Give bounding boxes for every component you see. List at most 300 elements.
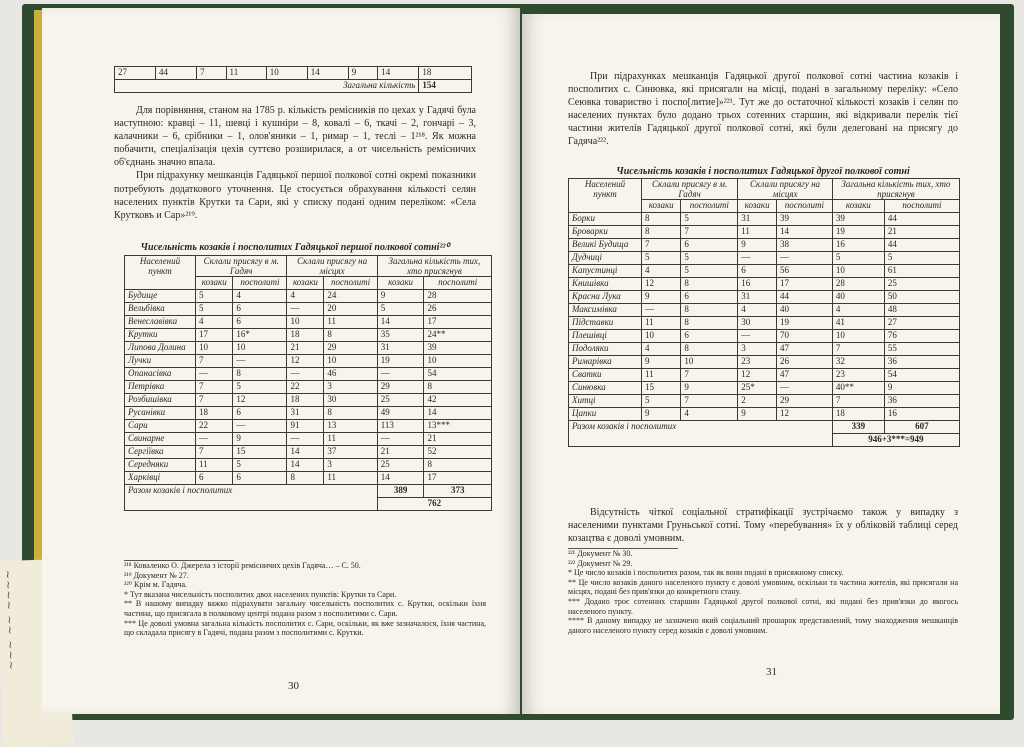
top-table xyxy=(114,66,472,93)
number-cell: 7 xyxy=(196,394,233,407)
number-cell: 26 xyxy=(776,356,832,369)
number-cell: 49 xyxy=(377,407,424,420)
number-cell: 8 xyxy=(681,317,738,330)
number-cell: 8 xyxy=(287,472,324,485)
number-cell: 25* xyxy=(738,382,777,395)
number-cell: 5 xyxy=(884,252,959,265)
table-row xyxy=(125,433,492,446)
table-row xyxy=(569,278,960,291)
table-title: Чисельність козаків і посполитих Гадяцької другої полкової сотні xyxy=(616,166,910,177)
number-cell: 23 xyxy=(832,369,884,382)
number-cell: 10 xyxy=(324,355,377,368)
table-row xyxy=(569,317,960,330)
subheader-cell: посполиті xyxy=(233,277,287,290)
number-cell: 16 xyxy=(884,408,959,421)
number-cell: 28 xyxy=(832,278,884,291)
number-cell: 4 xyxy=(642,265,681,278)
number-cell: 44 xyxy=(884,239,959,252)
footnote: ** Це число козаків даного населеного пункту є доволі умовним, оскільки та частина жителів, які присягали на місцях, подані без прив'язки до конкретного стану. xyxy=(568,577,958,597)
header-cell: Склали присягу в м. Гадяч xyxy=(642,179,738,200)
number-cell: — xyxy=(776,382,832,395)
subheader-cell: козаки xyxy=(377,277,424,290)
right-page xyxy=(522,14,1000,714)
number-cell: 11 xyxy=(324,316,377,329)
footnote: ** В нашому випадку важко підрахувати загальну чисельність посполитих с. Крутки, оскільки їхня частина, що присягала в полковому центрі подана разом з посполитими с. Сари. xyxy=(124,599,486,618)
left-text-block xyxy=(114,104,476,222)
cell: 11 xyxy=(226,67,266,80)
subheader-cell: посполиті xyxy=(884,200,959,213)
number-cell: — xyxy=(377,368,424,381)
number-cell: 12 xyxy=(776,408,832,421)
table-row xyxy=(125,394,492,407)
subheader-cell: козаки xyxy=(196,277,233,290)
number-cell: 30 xyxy=(324,394,377,407)
settlement-name: Венеславівка xyxy=(125,316,196,329)
number-cell: 31 xyxy=(377,342,424,355)
number-cell: 9 xyxy=(377,290,424,303)
number-cell: 8 xyxy=(324,329,377,342)
top-table-row xyxy=(115,67,472,80)
settlement-name: Красна Лука xyxy=(569,291,642,304)
settlement-name: Цапки xyxy=(569,408,642,421)
footnote: * Це число козаків і посполитих разом, так як вони подані в присяжному списку. xyxy=(568,568,844,578)
number-cell: 7 xyxy=(196,355,233,368)
number-cell: 17 xyxy=(424,316,492,329)
right-footnotes xyxy=(568,548,958,635)
number-cell: 14 xyxy=(424,407,492,420)
number-cell: 10 xyxy=(642,330,681,343)
number-cell: 37 xyxy=(324,446,377,459)
number-cell: 3 xyxy=(324,381,377,394)
cell: 14 xyxy=(378,67,419,80)
number-cell: 12 xyxy=(642,278,681,291)
settlement-name: Свинарне xyxy=(125,433,196,446)
table-row xyxy=(125,342,492,355)
total-value: 339 xyxy=(832,421,884,434)
number-cell: — xyxy=(738,330,777,343)
settlement-name: Розбишівка xyxy=(125,394,196,407)
settlement-name: Липова Долина xyxy=(125,342,196,355)
table-row xyxy=(569,395,960,408)
number-cell: 4 xyxy=(738,304,777,317)
table-row xyxy=(569,291,960,304)
header-row xyxy=(125,256,492,277)
settlement-name: Великі Будища xyxy=(569,239,642,252)
number-cell: 29 xyxy=(324,342,377,355)
number-cell: 5 xyxy=(642,252,681,265)
number-cell: 6 xyxy=(681,239,738,252)
settlement-name: Плешівці xyxy=(569,330,642,343)
number-cell: 18 xyxy=(832,408,884,421)
number-cell: 8 xyxy=(424,381,492,394)
footnote: ²¹⁸ Коваленко О. Джерела з історії ремісничих цехів Гадяча… – С. 50. xyxy=(124,561,361,570)
number-cell: 6 xyxy=(196,472,233,485)
left-footnotes xyxy=(124,560,486,638)
number-cell: 31 xyxy=(738,291,777,304)
number-cell: 12 xyxy=(738,369,777,382)
number-cell: 5 xyxy=(832,252,884,265)
footnote: * Тут вказана чисельність посполитих двох населених пунктів: Крутки та Сари. xyxy=(124,589,397,599)
number-cell: 6 xyxy=(233,472,287,485)
number-cell: 8 xyxy=(642,226,681,239)
number-cell: 8 xyxy=(424,459,492,472)
number-cell: 36 xyxy=(884,356,959,369)
number-cell: 5 xyxy=(196,290,233,303)
settlement-name: Книшівка xyxy=(569,278,642,291)
right-text-block xyxy=(568,70,958,149)
grand-total: 946+3***=949 xyxy=(832,434,959,447)
subheader-cell: посполиті xyxy=(681,200,738,213)
number-cell: 47 xyxy=(776,369,832,382)
number-cell: 29 xyxy=(377,381,424,394)
number-cell: 10 xyxy=(832,265,884,278)
settlement-name: Хитці xyxy=(569,395,642,408)
number-cell: 17 xyxy=(776,278,832,291)
footnote: ²²² Документ № 29. xyxy=(568,558,633,568)
number-cell: 16 xyxy=(832,239,884,252)
number-cell: 11 xyxy=(324,472,377,485)
number-cell: 6 xyxy=(233,407,287,420)
settlement-name: Борки xyxy=(569,213,642,226)
number-cell: 4 xyxy=(681,408,738,421)
table-row xyxy=(125,290,492,303)
subheader-cell: козаки xyxy=(642,200,681,213)
table-row xyxy=(569,213,960,226)
number-cell: 25 xyxy=(377,394,424,407)
table-row xyxy=(569,330,960,343)
settlement-name: Римарівка xyxy=(569,356,642,369)
settlement-name: Подоляки xyxy=(569,343,642,356)
number-cell: 18 xyxy=(287,329,324,342)
number-cell: 24** xyxy=(424,329,492,342)
number-cell: 9 xyxy=(884,382,959,395)
total-value: 389 xyxy=(377,485,424,498)
number-cell: — xyxy=(287,368,324,381)
settlement-name: Харківці xyxy=(125,472,196,485)
number-cell: 41 xyxy=(832,317,884,330)
settlement-name: Сергіївка xyxy=(125,446,196,459)
number-cell: — xyxy=(196,368,233,381)
number-cell: 6 xyxy=(681,330,738,343)
table-row xyxy=(125,472,492,485)
paragraph: При підрахунку мешканців Гадяцької першої полкової сотні окремі показники потребують додаткового уточнення. Це стосується обрахування кількості селян населених пунктів Крутки та Сари, які у списку подані одним переліком: «Села Крутковъ и Сар»²¹⁹. xyxy=(114,170,476,221)
settlement-name: Опанасівка xyxy=(125,368,196,381)
number-cell: 10 xyxy=(424,355,492,368)
number-cell: 8 xyxy=(324,407,377,420)
number-cell: 5 xyxy=(642,395,681,408)
number-cell: 15 xyxy=(642,382,681,395)
number-cell: 70 xyxy=(776,330,832,343)
header-cell: Склали присягу на місцях xyxy=(287,256,377,277)
number-cell: 13*** xyxy=(424,420,492,433)
footnote: *** Додано троє сотенних старшин Гадяцької другої полкової сотні, які подані без прив'язки до якогось населеного пункту. xyxy=(568,596,958,616)
number-cell: 5 xyxy=(681,265,738,278)
table-row xyxy=(125,407,492,420)
number-cell: 17 xyxy=(196,329,233,342)
paragraph: Для порівняння, станом на 1785 р. кількість ремісників по цехах у Гадячі була наступною: кравці – 11, шевці і кушніри – 8, ковалі – 6, ткачі – 2, гончарі – 3, калачники – 6, срібники – 1, олов'яники – 1, римар – 1, теслі – 1²¹⁸. Як можна побачити, спеціалізація цехів суттєво розширилася, а от чисельність ремісничих об'єднань значно впала. xyxy=(114,105,476,169)
total-label: Разом козаків і посполитих xyxy=(569,421,833,447)
header-row xyxy=(569,179,960,200)
number-cell: 40 xyxy=(832,291,884,304)
number-cell: 12 xyxy=(233,394,287,407)
number-cell: 7 xyxy=(196,446,233,459)
number-cell: — xyxy=(377,433,424,446)
number-cell: — xyxy=(287,433,324,446)
number-cell: 14 xyxy=(287,446,324,459)
number-cell: 26 xyxy=(424,303,492,316)
number-cell: 21 xyxy=(287,342,324,355)
number-cell: 8 xyxy=(681,304,738,317)
number-cell: 4 xyxy=(196,316,233,329)
top-table-total-row xyxy=(115,80,472,93)
number-cell: 3 xyxy=(738,343,777,356)
table-row xyxy=(125,381,492,394)
number-cell: 6 xyxy=(233,316,287,329)
number-cell: 11 xyxy=(196,459,233,472)
number-cell: 30 xyxy=(738,317,777,330)
number-cell: 4 xyxy=(642,343,681,356)
total-row xyxy=(125,485,492,498)
number-cell: 14 xyxy=(377,472,424,485)
table-row xyxy=(125,303,492,316)
subheader-cell: козаки xyxy=(287,277,324,290)
number-cell: 28 xyxy=(424,290,492,303)
number-cell: 25 xyxy=(377,459,424,472)
number-cell: 22 xyxy=(287,381,324,394)
total-label: Разом козаків і посполитих xyxy=(125,485,378,511)
number-cell: 24 xyxy=(324,290,377,303)
table-title: Чисельність козаків і посполитих Гадяцької першої полкової сотні²²⁰ xyxy=(140,242,450,253)
number-cell: 56 xyxy=(776,265,832,278)
cell: 44 xyxy=(156,67,197,80)
settlement-name: Вельбівка xyxy=(125,303,196,316)
number-cell: 5 xyxy=(233,381,287,394)
number-cell: 5 xyxy=(681,213,738,226)
table-row xyxy=(569,304,960,317)
number-cell: 5 xyxy=(233,459,287,472)
number-cell: 7 xyxy=(832,343,884,356)
number-cell: — xyxy=(233,420,287,433)
number-cell: 36 xyxy=(884,395,959,408)
header-cell: Склали присягу в м. Гадяч xyxy=(196,256,287,277)
settlement-name: Підставки xyxy=(569,317,642,330)
table-row xyxy=(569,369,960,382)
table-row xyxy=(125,368,492,381)
table-row xyxy=(569,252,960,265)
table-row xyxy=(125,420,492,433)
number-cell: 7 xyxy=(681,226,738,239)
number-cell: 10 xyxy=(196,342,233,355)
number-cell: 11 xyxy=(324,433,377,446)
number-cell: 47 xyxy=(776,343,832,356)
number-cell: 13 xyxy=(324,420,377,433)
total-value: 607 xyxy=(884,421,959,434)
total-label: Загальна кількість xyxy=(115,80,419,93)
number-cell: — xyxy=(287,303,324,316)
number-cell: 22 xyxy=(196,420,233,433)
cell: 10 xyxy=(266,67,307,80)
number-cell: 113 xyxy=(377,420,424,433)
number-cell: 19 xyxy=(832,226,884,239)
number-cell: 9 xyxy=(642,408,681,421)
number-cell: 21 xyxy=(377,446,424,459)
subheader-cell: козаки xyxy=(832,200,884,213)
number-cell: 27 xyxy=(884,317,959,330)
number-cell: 6 xyxy=(738,265,777,278)
number-cell: 42 xyxy=(424,394,492,407)
number-cell: 39 xyxy=(424,342,492,355)
number-cell: 7 xyxy=(196,381,233,394)
number-cell: 6 xyxy=(681,291,738,304)
number-cell: 21 xyxy=(884,226,959,239)
number-cell: — xyxy=(233,355,287,368)
header-cell: Склали присягу на місцях xyxy=(738,179,833,200)
footnote: *** Це доволі умовна загальна кількість посполитих с. Сари, оскільки, як вже зазначалося, їхня частина, що складала присягу в Гадячі, подана разом з посполитими с. Крутки. xyxy=(124,618,486,638)
number-cell: 23 xyxy=(738,356,777,369)
subheader-cell: посполиті xyxy=(324,277,377,290)
number-cell: 54 xyxy=(884,369,959,382)
number-cell: 39 xyxy=(832,213,884,226)
table-row xyxy=(569,239,960,252)
subheader-cell: козаки xyxy=(738,200,777,213)
settlement-name: Лучки xyxy=(125,355,196,368)
number-cell: 76 xyxy=(884,330,959,343)
number-cell: 9 xyxy=(233,433,287,446)
number-cell: 7 xyxy=(681,395,738,408)
number-cell: 14 xyxy=(377,316,424,329)
number-cell: 52 xyxy=(424,446,492,459)
table-row xyxy=(569,382,960,395)
number-cell: 20 xyxy=(324,303,377,316)
total-value: 154 xyxy=(419,80,472,93)
number-cell: 21 xyxy=(424,433,492,446)
number-cell: 16 xyxy=(738,278,777,291)
number-cell: 50 xyxy=(884,291,959,304)
cell: 9 xyxy=(348,67,377,80)
number-cell: — xyxy=(776,252,832,265)
number-cell: 44 xyxy=(884,213,959,226)
footnote: ²²⁰ Крім м. Гадяча. xyxy=(124,580,187,590)
number-cell: 4 xyxy=(287,290,324,303)
table-row xyxy=(569,343,960,356)
number-cell: 10 xyxy=(832,330,884,343)
number-cell: 2 xyxy=(738,395,777,408)
grand-total: 762 xyxy=(377,498,491,511)
page-number: 30 xyxy=(288,680,299,692)
table-row xyxy=(569,265,960,278)
cell: 27 xyxy=(115,67,156,80)
number-cell: 14 xyxy=(287,459,324,472)
number-cell: — xyxy=(642,304,681,317)
number-cell: — xyxy=(196,433,233,446)
number-cell: 32 xyxy=(832,356,884,369)
number-cell: 31 xyxy=(287,407,324,420)
settlement-name: Сватки xyxy=(569,369,642,382)
number-cell: 14 xyxy=(776,226,832,239)
number-cell: 54 xyxy=(424,368,492,381)
footnote: **** В даному випадку не зазначено який соціальний прошарок представлений, тому знаходження мешканців даного населеного пункту серед козаків є доволі умовним. xyxy=(568,616,958,635)
number-cell: 7 xyxy=(642,239,681,252)
number-cell: 9 xyxy=(738,408,777,421)
number-cell: 25 xyxy=(884,278,959,291)
number-cell: 9 xyxy=(681,382,738,395)
footnote: ²¹⁹ Документ № 27. xyxy=(124,570,189,580)
number-cell: 5 xyxy=(681,252,738,265)
subheader-cell: посполиті xyxy=(776,200,832,213)
number-cell: 10 xyxy=(681,356,738,369)
number-cell: 11 xyxy=(738,226,777,239)
number-cell: 19 xyxy=(776,317,832,330)
number-cell: — xyxy=(738,252,777,265)
settlement-name: Русанівка xyxy=(125,407,196,420)
total-value: 373 xyxy=(424,485,492,498)
subheader-cell: посполиті xyxy=(424,277,492,290)
settlement-name: Середняки xyxy=(125,459,196,472)
number-cell: 6 xyxy=(233,303,287,316)
number-cell: 9 xyxy=(642,291,681,304)
footnote: ²²¹ Документ № 30. xyxy=(568,549,633,558)
settlement-name: Броварки xyxy=(569,226,642,239)
number-cell: 8 xyxy=(681,343,738,356)
number-cell: 7 xyxy=(832,395,884,408)
settlement-name: Петрівка xyxy=(125,381,196,394)
number-cell: 4 xyxy=(233,290,287,303)
handwriting-mark: ~~~ ~~ ~~~~ xyxy=(1,568,18,671)
number-cell: 55 xyxy=(884,343,959,356)
number-cell: 19 xyxy=(377,355,424,368)
cell: 14 xyxy=(307,67,348,80)
settlement-name: Дудчиці xyxy=(569,252,642,265)
number-cell: 10 xyxy=(233,342,287,355)
number-cell: 48 xyxy=(884,304,959,317)
table-row xyxy=(125,316,492,329)
number-cell: 15 xyxy=(233,446,287,459)
number-cell: 61 xyxy=(884,265,959,278)
number-cell: 8 xyxy=(233,368,287,381)
cell: 18 xyxy=(419,67,472,80)
settlement-name: Капустинці xyxy=(569,265,642,278)
header-cell: Загальна кількість тих, хто присягнув xyxy=(832,179,959,200)
number-cell: 8 xyxy=(642,213,681,226)
number-cell: 10 xyxy=(287,316,324,329)
cossacks-table-second xyxy=(568,178,960,447)
number-cell: 44 xyxy=(776,291,832,304)
header-cell: Загальна кількість тих, хто присягнув xyxy=(377,256,491,277)
number-cell: 11 xyxy=(642,369,681,382)
settlement-name: Крутки xyxy=(125,329,196,342)
number-cell: 46 xyxy=(324,368,377,381)
settlement-name: Синювка xyxy=(569,382,642,395)
number-cell: 3 xyxy=(324,459,377,472)
number-cell: 5 xyxy=(377,303,424,316)
cossacks-table-first xyxy=(124,255,492,511)
number-cell: 7 xyxy=(681,369,738,382)
number-cell: 91 xyxy=(287,420,324,433)
number-cell: 31 xyxy=(738,213,777,226)
paragraph: Відсутність чіткої соціальної стратифікації зустрічаємо також у випадку з населеними пунктами Груньської сотні. Тому «перебування» їх у обліковій таблиці серед козацтва є доволі умовним. xyxy=(568,507,958,545)
number-cell: 11 xyxy=(642,317,681,330)
table-row xyxy=(125,329,492,342)
table-row xyxy=(125,355,492,368)
page-number: 31 xyxy=(766,666,777,678)
header-cell: Населений пункт xyxy=(125,256,196,290)
number-cell: 18 xyxy=(287,394,324,407)
number-cell: 16* xyxy=(233,329,287,342)
number-cell: 9 xyxy=(642,356,681,369)
number-cell: 17 xyxy=(424,472,492,485)
table-row xyxy=(125,459,492,472)
number-cell: 29 xyxy=(776,395,832,408)
